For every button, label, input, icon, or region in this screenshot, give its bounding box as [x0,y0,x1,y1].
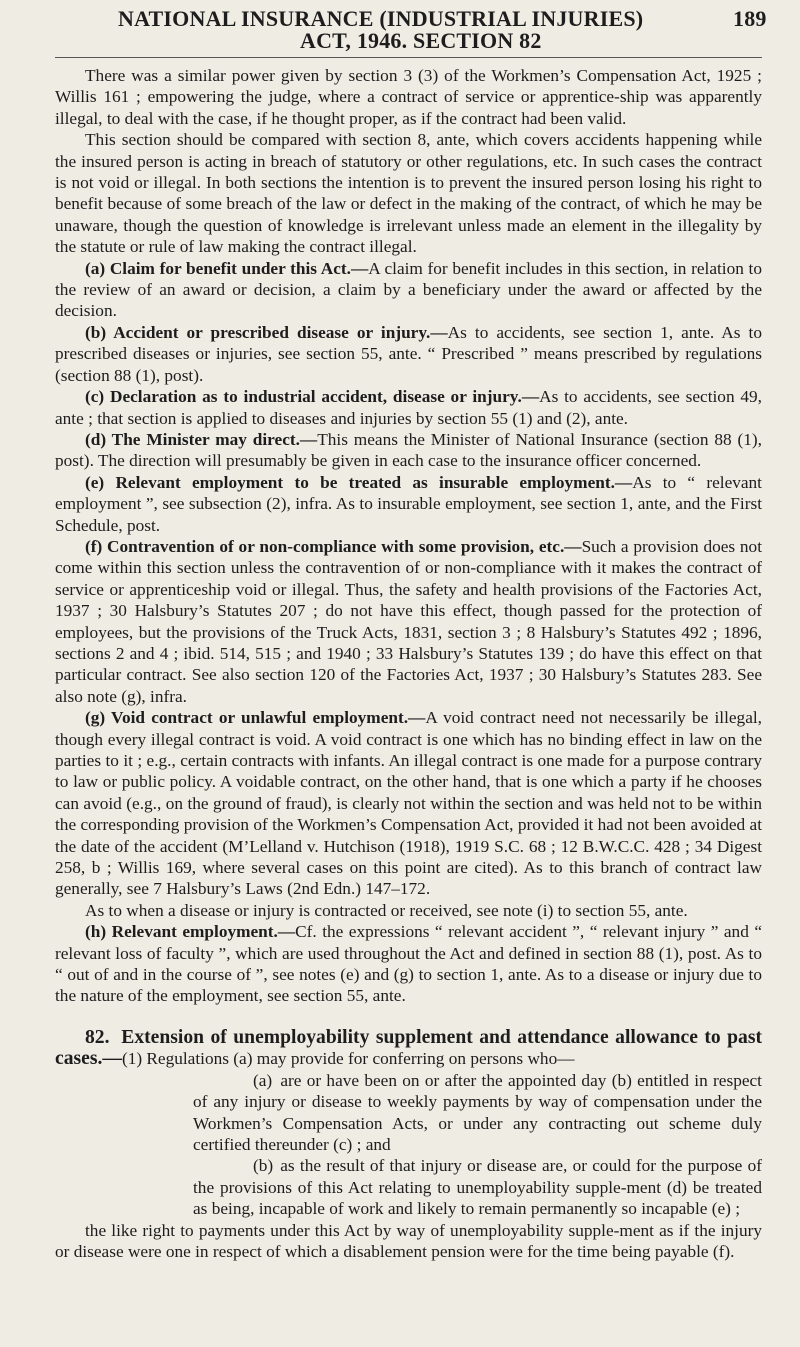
section-item-b [55,1155,762,1219]
note-g [55,707,762,900]
paragraph: There was a similar power given by section 3 (3) of the Workmen’s Compensation Act, 1925 ; Willis 161 ; empowering the judge, where a contract of service or apprentice-ship was apparently illegal, to deal with the case, if he thought proper, as if the contract had been valid. [55,66,762,128]
note-heading: (b) Accident or prescribed disease or injury.— [85,322,448,342]
note-d [55,429,762,472]
running-head-title: NATIONAL INSURANCE (INDUSTRIAL INJURIES) [118,6,644,31]
note-text: As to accidents, see section 49, ante ; that section is applied to diseases and injuries by section 55 (1) and (2), ante. [55,387,762,428]
note-a [55,258,762,322]
paragraph: As to when a disease or injury is contracted or received, see note (i) to section 55, ante. [85,900,688,920]
header-rule [55,57,762,58]
note-text: As to “ relevant employment ”, see subsection (2), infra. As to insurable employment, see section 1, ante, and the First Schedule, post. [55,472,762,535]
section-heading [55,1027,762,1070]
note-c [55,386,762,429]
note-heading: (f) Contravention of or non-compliance with some provision, etc.— [85,536,582,556]
note-heading: (d) The Minister may direct.— [85,429,318,449]
section-intro: (1) Regulations (a) may provide for conferring on persons who— [121,1049,575,1069]
running-head-subtitle: ACT, 1946. SECTION 82 [300,28,542,53]
body-text [55,65,762,1262]
note-b [55,322,762,386]
note-heading: (h) Relevant employment.— [85,922,296,942]
note-text: A claim for benefit includes in this section, in relation to the review of an award or decision, a claim by a beneficiary under the award or affected by the decision. [55,258,762,321]
item-label: (a) [253,1070,273,1090]
page-number: 189 [733,6,767,31]
note-e [55,472,762,536]
note-heading: (g) Void contract or unlawful employment.— [85,708,426,728]
note-text: Cf. the expressions “ relevant accident ”, “ relevant injury ” and “ relevant loss of faculty ”, which are used throughout the Act and defined in section 88 (1), post. As to “ out of and in the course of ”, see notes (e) and (g) to section 1, ante. As to a disease or injury due to the nature of the employment, see section 55, ante. [55,922,762,1006]
note-text: This means the Minister of National Insurance (section 88 (1), post). The direction will presumably be given in each case to the insurance officer concerned. [55,429,762,471]
section-82 [55,1027,762,1262]
note-h [55,921,762,1007]
note-text: A void contract need not necessarily be illegal, though every illegal contract is void. A void contract is one which has no binding effect in law on the parties to it ; e.g., certain contracts with infants. An illegal contract is one made for a purpose contrary to law or public policy. A voidable contract, on the other hand, that is one which a party if he chooses can avoid (e.g., on the ground of fraud), is clearly not within the section and was held not to be within the corresponding provision of the Workmen’s Compensation Act, provided it had not been avoided at the date of the accident (M’Lelland v. Hutchison (1918), 1919 S.C. 68 ; 12 B.W.C.C. 428 ; 34 Digest 258, b ; Willis 169, where several cases on this point are cited). As to this branch of contract law generally, see 7 Halsbury’s Laws (2nd Edn.) 147–172. [55,708,762,899]
item-text: as the result of that injury or disease are, or could for the purpose of the provisions of this Act relating to unemployability supple-ment (d) be treated as being, incapable of work and likely to remain permanently so incapable (e) ; [193,1156,762,1219]
note-heading: (a) Claim for benefit under this Act.— [85,258,369,278]
section-number: 82. [85,1026,110,1048]
section-title: Extension of unemployability supplement and attendance allowance to past cases.— [55,1026,762,1070]
section-tail: the like right to payments under this Act by way of unemployability supple-ment as if the injury or disease were one in respect of which a disablement pension were for the time being payable (f). [55,1220,762,1261]
paragraph: This section should be compared with section 8, ante, which covers accidents happening while the insured person is acting in breach of statutory or other regulations, etc. In such cases the contract is not void or illegal. In both sections the intention is to prevent the insured person losing his right to benefit because of some breach of the law or defect in the making of the contract, of which he may be unaware, though the question of knowledge is irrelevant unless made an element in the illegality by the statute or rule of law making the contract illegal. [55,130,762,257]
note-f [55,536,762,707]
note-text: As to accidents, see section 1, ante. As to prescribed diseases or injuries, see section 55, ante. “ Prescribed ” means prescribed by regulations (section 88 (1), post). [55,322,762,385]
note-heading: (c) Declaration as to industrial accident, disease or injury.— [85,387,540,407]
note-heading: (e) Relevant employment to be treated as insurable employment.— [85,472,633,492]
note-text: Such a provision does not come within this section unless the contravention of or non-compliance with it makes the contract of service or apprenticeship void or illegal. Thus, the safety and health provisions of the Factories Act, 1937 ; 30 Halsbury’s Statutes 207 ; do not have this effect, though passed for the protection of employees, but the provisions of the Truck Acts, 1831, section 3 ; 8 Halsbury’s Statutes 492 ; 1896, sections 2 and 4 ; ibid. 514, 515 ; and 1940 ; 33 Halsbury’s Statutes 139 ; do have this effect on that particular contract. See also section 120 of the Factories Act, 1937 ; 30 Halsbury’s Statutes 283. See also note (g), infra. [55,536,762,706]
section-item-a [55,1070,762,1156]
item-label: (b) [253,1156,274,1176]
item-text: are or have been on or after the appointed day (b) entitled in respect of any injury or disease to weekly payments by way of compensation under the Workmen’s Compensation Acts, or under any contracting out scheme duly certified thereunder (c) ; and [193,1070,762,1154]
